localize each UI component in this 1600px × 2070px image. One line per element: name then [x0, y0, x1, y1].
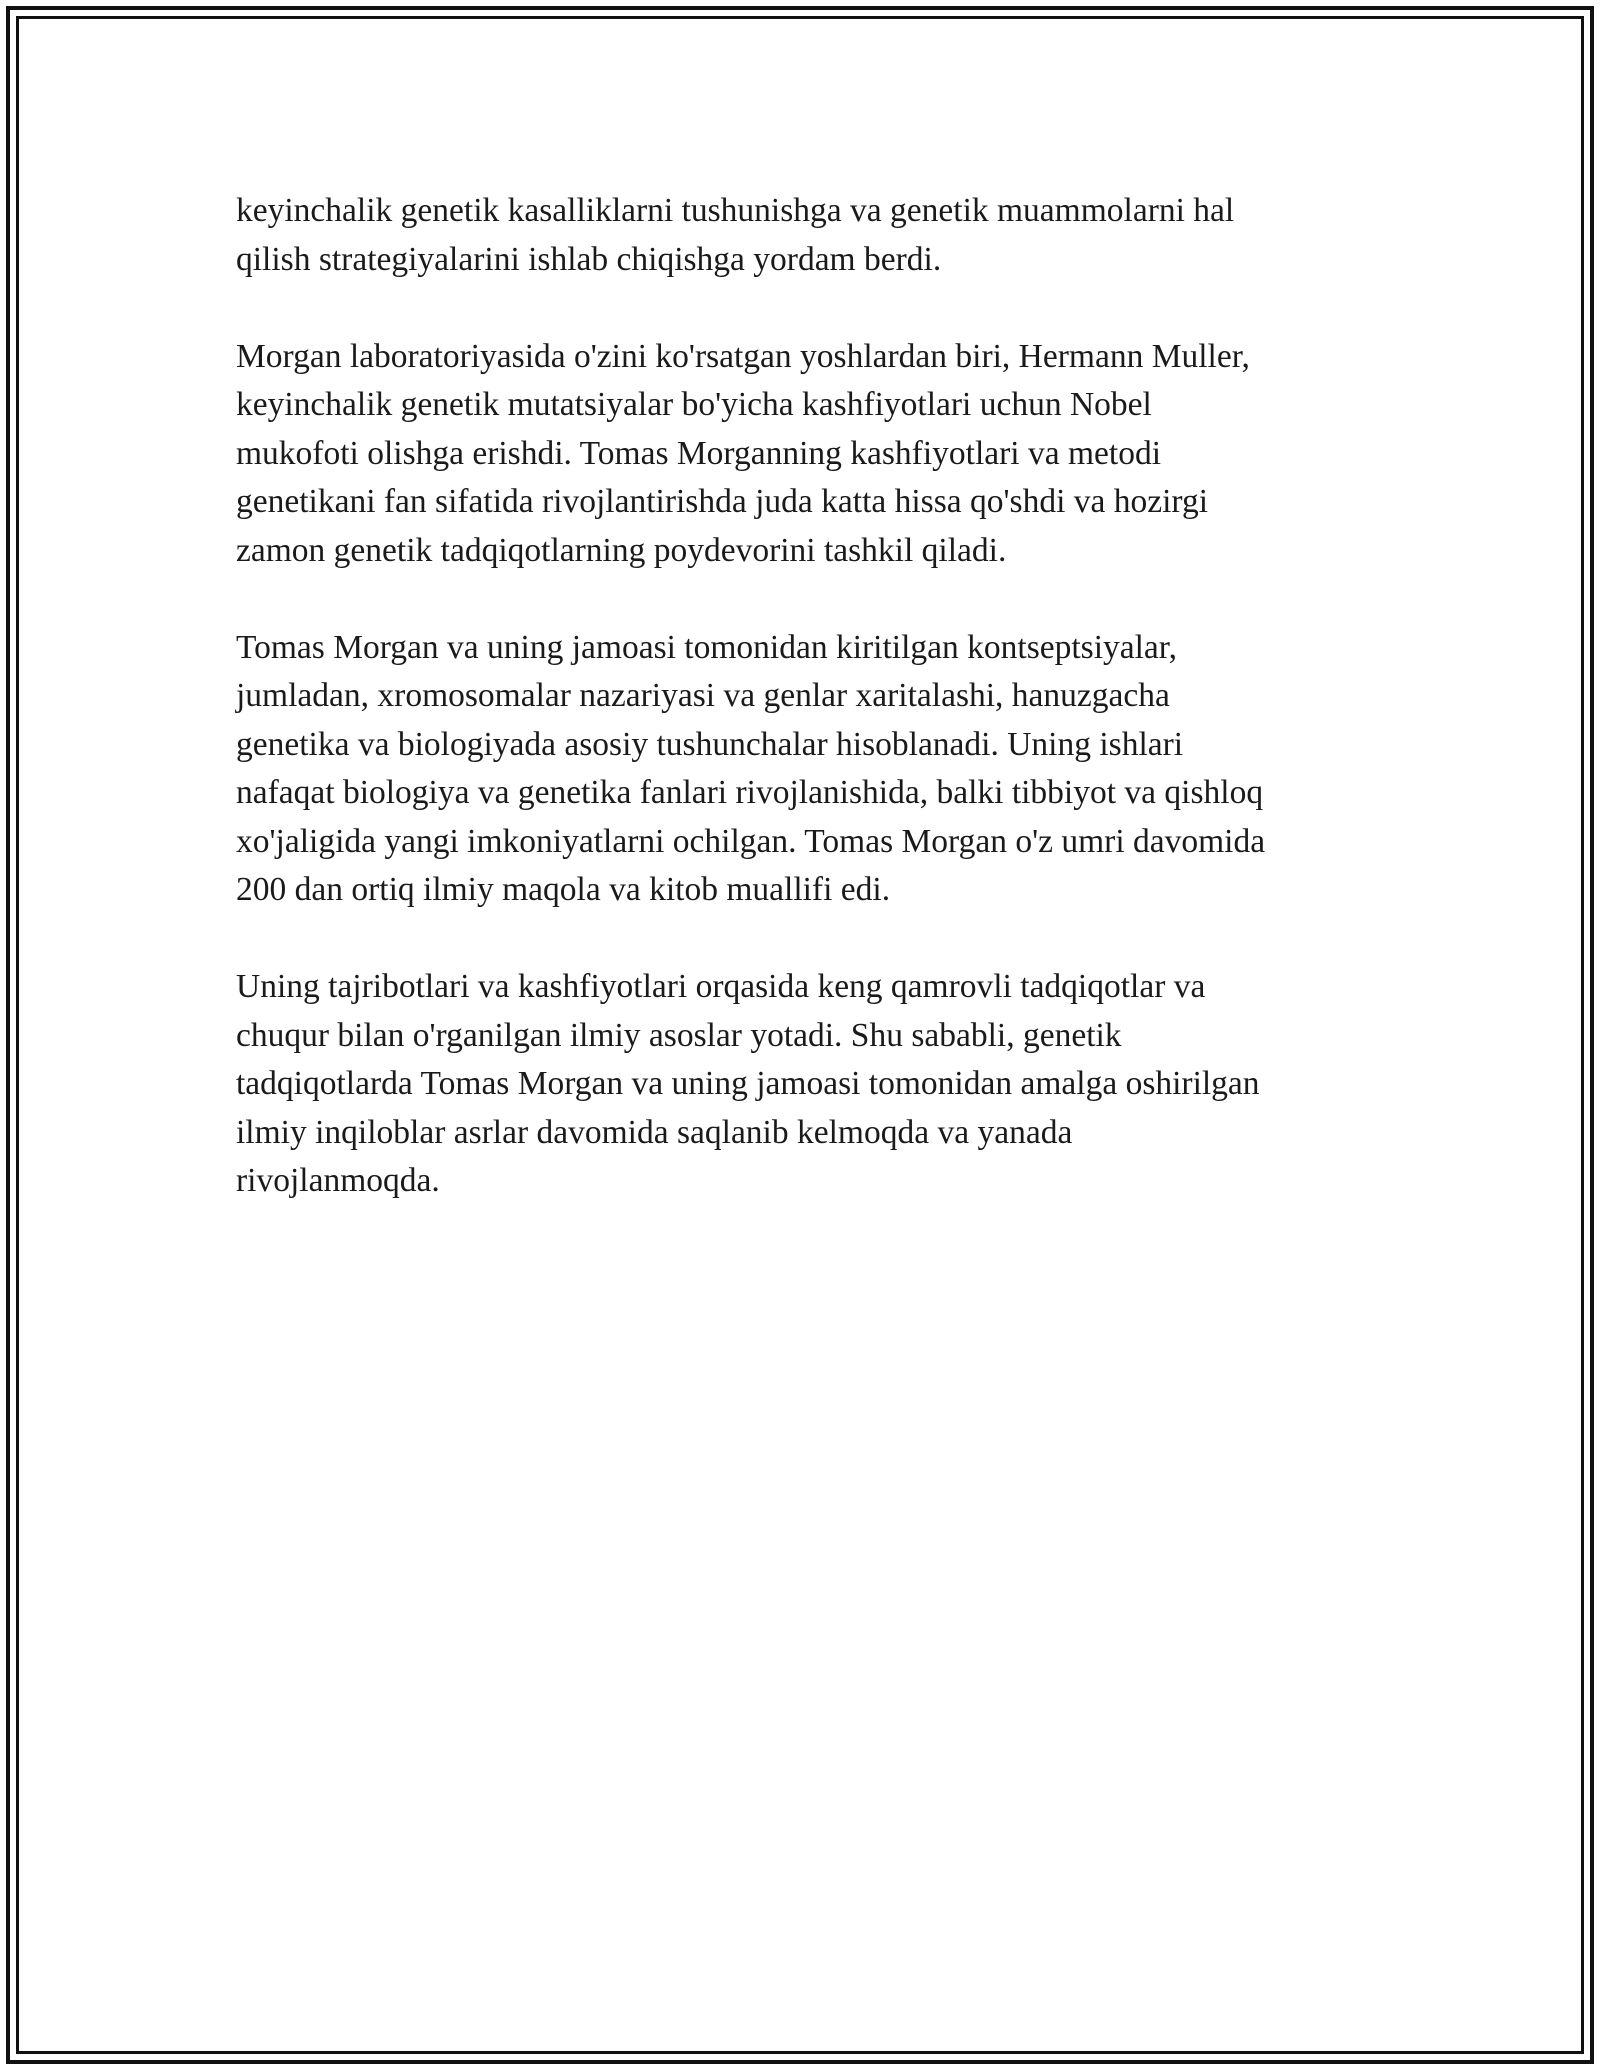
- text-line: nafaqat biologiya va genetika fanlari rivojlanishida, balki tibbiyot va qishloq: [236, 774, 1264, 811]
- text-line: Tomas Morgan va uning jamoasi tomonidan kiritilgan kontseptsiyalar,: [236, 628, 1177, 666]
- text-line: Morgan laboratoriyasida o'zini ko'rsatgan yoshlardan biri, Hermann Muller,: [236, 337, 1250, 375]
- text-line: keyinchalik genetik mutatsiyalar bo'yicha kashfiyotlari uchun Nobel: [236, 386, 1152, 423]
- text-line: genetikani fan sifatida rivojlantirishda juda katta hissa qo'shdi va hozirgi: [236, 483, 1209, 520]
- text-line: ilmiy inqiloblar asrlar davomida saqlanib kelmoqda va yanada: [236, 1113, 1073, 1151]
- text-line: chuqur bilan o'rganilgan ilmiy asoslar yotadi. Shu sababli, genetik: [236, 1016, 1122, 1054]
- text-line: jumladan, xromosomalar nazariyasi va genlar xaritalashi, hanuzgacha: [236, 677, 1170, 714]
- paragraph-4: [236, 963, 1396, 1206]
- text-line: mukofoti olishga erishdi. Tomas Morganning kashfiyotlari va metodi: [236, 434, 1161, 472]
- text-line: genetika va biologiyada asosiy tushunchalar hisoblanadi. Uning ishlari: [236, 725, 1184, 763]
- text-line: keyinchalik genetik kasalliklarni tushunishga va genetik muammolarni hal: [236, 192, 1235, 229]
- paragraph-3: [236, 624, 1396, 915]
- text-line: xo'jaligida yangi imkoniyatlarni ochilgan. Tomas Morgan o'z umri davomida: [236, 822, 1266, 860]
- text-line: zamon genetik tadqiqotlarning poydevorini tashkil qiladi.: [236, 531, 1007, 569]
- text-line: qilish strategiyalarini ishlab chiqishga yordam berdi.: [236, 240, 942, 278]
- paragraph-2: [236, 333, 1396, 576]
- text-line: rivojlanmoqda.: [236, 1162, 440, 1199]
- text-line: tadqiqotlarda Tomas Morgan va uning jamoasi tomonidan amalga oshirilgan: [236, 1065, 1260, 1102]
- text-line: Uning tajribotlari va kashfiyotlari orqasida keng qamrovli tadqiqotlar va: [236, 968, 1206, 1005]
- text-line: 200 dan ortiq ilmiy maqola va kitob muallifi edi.: [236, 871, 891, 908]
- document-body: [236, 187, 1396, 1254]
- paragraph-1: [236, 187, 1396, 284]
